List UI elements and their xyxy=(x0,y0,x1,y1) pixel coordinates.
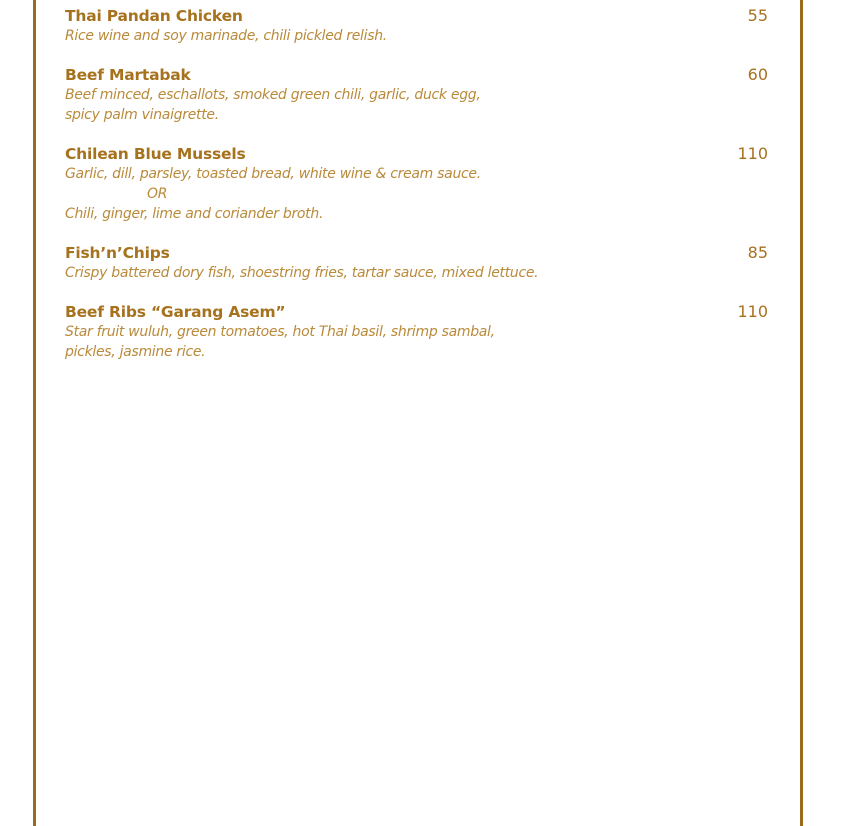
item-description: Garlic, dill, parsley, toasted bread, white wine & cream sauce. xyxy=(65,166,481,182)
menu-item-fish-n-chips xyxy=(65,243,770,283)
item-description: Crispy battered dory fish, shoestring fries, tartar sauce, mixed lettuce. xyxy=(65,265,539,281)
item-description: Beef minced, eschallots, smoked green chili, garlic, duck egg, xyxy=(65,87,481,103)
item-description: spicy palm vinaigrette. xyxy=(65,107,219,123)
item-price: 85 xyxy=(747,243,768,262)
menu-item-thai-pandan-chicken xyxy=(65,6,770,46)
item-description: Chili, ginger, lime and coriander broth. xyxy=(65,206,324,222)
menu-list xyxy=(65,6,770,362)
item-description: Rice wine and soy marinade, chili pickled relish. xyxy=(65,28,387,44)
item-price: 60 xyxy=(747,65,768,84)
item-name: Chilean Blue Mussels xyxy=(65,145,246,163)
item-name: Beef Ribs “Garang Asem” xyxy=(65,303,286,321)
item-price: 110 xyxy=(737,302,768,321)
item-price: 110 xyxy=(737,144,768,163)
item-name: Thai Pandan Chicken xyxy=(65,7,243,25)
menu-item-beef-martabak xyxy=(65,65,770,125)
menu-item-beef-ribs-garang-asem xyxy=(65,302,770,362)
item-price: 55 xyxy=(747,6,768,25)
item-description: Star fruit wuluh, green tomatoes, hot Thai basil, shrimp sambal, xyxy=(65,324,495,340)
item-name: Fish’n’Chips xyxy=(65,244,170,262)
item-description: pickles, jasmine rice. xyxy=(65,344,206,360)
item-name: Beef Martabak xyxy=(65,66,191,84)
item-description-or: OR xyxy=(147,186,168,202)
menu-item-chilean-blue-mussels xyxy=(65,144,770,224)
